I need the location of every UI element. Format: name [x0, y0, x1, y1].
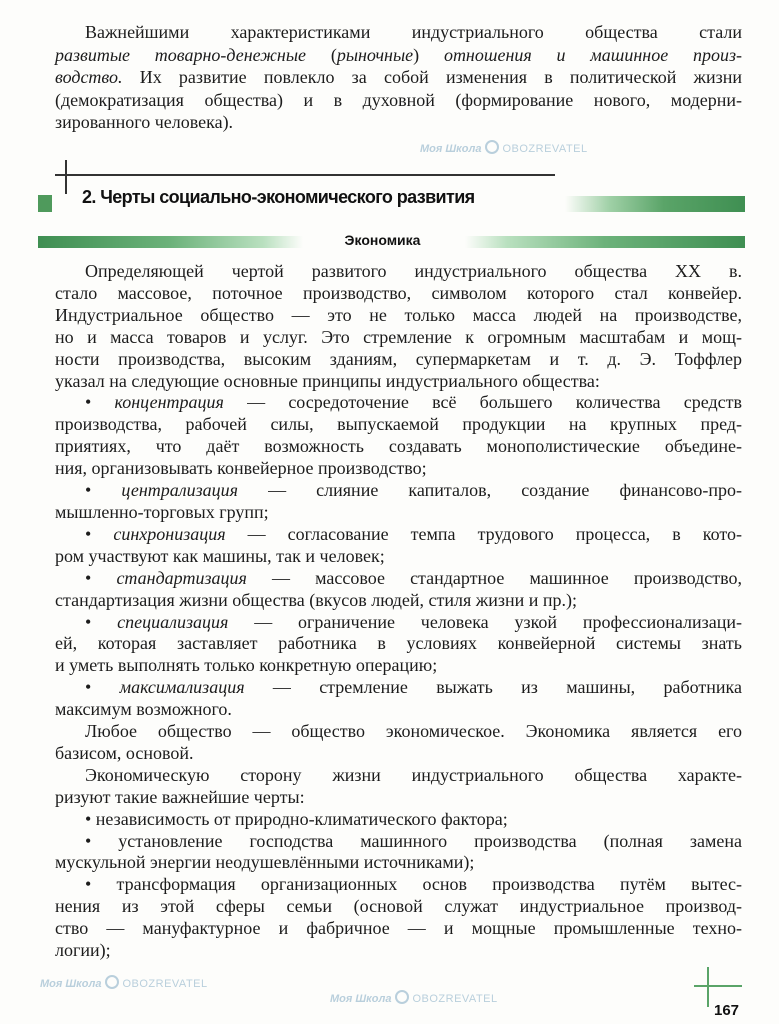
page-number-rule-horizontal [694, 985, 742, 987]
page-number-rule-vertical [707, 967, 709, 1007]
italic-term: синхронизация [113, 523, 226, 544]
text-segment: ( [306, 44, 337, 65]
subheading: Экономика [344, 232, 421, 248]
text-line [55, 831, 742, 853]
text-line [55, 896, 742, 918]
text-segment: • [85, 611, 118, 632]
text-segment: Их развитие повлекло за собой изменения в политической жизни [122, 67, 742, 88]
text-segment: • [85, 523, 114, 544]
text-line [55, 414, 742, 436]
text-line [55, 721, 742, 743]
italic-term: стандартизация [116, 567, 247, 588]
watermark-brand: OBOZREVATEL [395, 993, 497, 1005]
text-segment: — сосредоточение всё большего количества средств [223, 392, 743, 413]
text-segment: • [85, 392, 115, 413]
text-segment: • установление господства машинного производства (полная замена [85, 830, 742, 851]
text-segment: — стремление выжать из машины, работника [244, 677, 742, 698]
text-line [55, 327, 742, 349]
text-line [55, 590, 742, 612]
text-segment: ей, которая заставляет работника в условиях конвейерной системы знать [55, 633, 742, 654]
watermark-school: Моя Школа [40, 978, 102, 990]
watermark-school: Моя Школа [420, 143, 482, 155]
italic-term: концентрация [114, 392, 224, 413]
text-segment: стало массовое, поточное производство, символом которого стал конвейер. [55, 282, 742, 303]
text-segment: логии); [55, 940, 111, 961]
text-segment: Экономическую сторону жизни индустриального общества характе- [85, 764, 742, 785]
page-number: 167 [714, 1002, 740, 1019]
watermark-brand: OBOZREVATEL [485, 143, 587, 155]
text-line [55, 787, 742, 809]
text-segment: указал на следующие основные принципы индустриального общества: [55, 370, 600, 391]
text-segment: Важнейшими характеристиками индустриального общества стали [85, 22, 742, 42]
italic-term: рыночные [336, 44, 414, 65]
text-segment: • [85, 480, 122, 501]
watermark-brand: OBOZREVATEL [105, 978, 207, 990]
text-segment: но и масса товаров и услуг. Это стремление к огромным масштабам и мощ- [55, 326, 742, 347]
subheading-bar-left [38, 236, 303, 248]
text-line [55, 633, 742, 655]
text-line [55, 371, 742, 393]
text-segment: Индустриальное общество — это не только масса людей на производстве, [55, 304, 742, 325]
text-line [55, 261, 742, 283]
text-line [55, 546, 742, 568]
text-line [55, 918, 742, 940]
section-heading-bar [565, 196, 745, 212]
section-rule-tick [65, 160, 67, 194]
section-rule [55, 174, 555, 176]
section-marker [38, 195, 52, 212]
text-segment: • [85, 567, 117, 588]
text-segment: (демократизация общества) и в духовной (формирование нового, модерни- [55, 89, 742, 110]
text-segment: мускульной энергии неодушевлёнными источниками); [55, 852, 475, 873]
text-segment: ния, организовывать конвейерное производство; [55, 458, 427, 479]
text-segment: — согласование темпа трудового процесса, в кото- [225, 523, 742, 544]
watermark [330, 990, 498, 1005]
text-line [55, 699, 742, 721]
text-line [55, 66, 742, 89]
italic-term: максимализация [119, 677, 245, 698]
text-line [55, 524, 742, 546]
text-line [55, 677, 742, 699]
text-segment: мышленно-торговых групп; [55, 501, 269, 522]
section-heading: 2. Черты социально-экономического развития [82, 187, 475, 207]
text-segment: ство — мануфактурное и фабричное — и мощные промышленные техно- [55, 918, 742, 939]
text-line [55, 89, 742, 112]
text-line [55, 480, 742, 502]
body-text [55, 261, 742, 962]
text-line [55, 612, 742, 634]
italic-term: водство. [55, 67, 123, 88]
text-segment: ности производства, высоким зданиям, супермаркетам и т. д. Э. Тоффлер [55, 348, 742, 369]
text-segment: зированного человека). [55, 112, 234, 133]
text-segment: Любое общество — общество экономическое. Экономика является его [85, 721, 742, 742]
watermark-school: Моя Школа [330, 993, 392, 1005]
italic-term: централизация [121, 480, 238, 501]
text-line [55, 568, 742, 590]
text-line [55, 305, 742, 327]
watermark [40, 975, 208, 990]
text-line [55, 743, 742, 765]
text-segment: нения из этой сферы семьи (основой служат индустриальное производ- [55, 896, 742, 917]
text-segment: • независимость от природно-климатического фактора; [85, 808, 508, 829]
text-line [55, 44, 742, 67]
text-line [55, 874, 742, 896]
text-line [55, 655, 742, 677]
text-segment: • трансформация организационных основ производства путём вытес- [85, 874, 742, 895]
text-line [55, 111, 742, 134]
text-segment: базисом, основой. [55, 742, 194, 763]
text-line [55, 392, 742, 414]
text-segment: и уметь выполнять только конкретную операцию; [55, 655, 438, 676]
text-segment: приятиях, что даёт возможность создавать монополистические объедине- [55, 436, 742, 457]
watermark [420, 140, 588, 155]
text-segment: производства, рабочей силы, выпускаемой продукции на крупных пред- [55, 414, 742, 435]
text-segment: ризуют такие важнейшие черты: [55, 786, 305, 807]
text-line [55, 502, 742, 524]
intro-paragraph [55, 21, 742, 134]
italic-term: развитые товарно-денежные [55, 44, 307, 65]
text-segment: — массовое стандартное машинное производство, [246, 567, 742, 588]
text-segment: • [85, 677, 120, 698]
text-line [55, 21, 742, 44]
text-line [55, 940, 742, 962]
text-segment: Определяющей чертой развитого индустриального общества XX в. [85, 261, 742, 281]
text-line [55, 765, 742, 787]
text-line [55, 349, 742, 371]
text-segment: — слияние капиталов, создание финансово-про- [238, 480, 742, 501]
text-line [55, 809, 742, 831]
text-line [55, 458, 742, 480]
text-line [55, 852, 742, 874]
text-segment: стандартизация жизни общества (вкусов людей, стиля жизни и пр.); [55, 589, 577, 610]
text-line [55, 283, 742, 305]
subheading-bar-right [465, 236, 745, 248]
italic-term: отношения и машинное произ- [443, 44, 742, 65]
text-segment: ) [413, 44, 444, 65]
text-segment: максимум возможного. [55, 699, 232, 720]
text-line [55, 436, 742, 458]
text-segment: — ограничение человека узкой профессионализаци- [228, 611, 742, 632]
text-segment: ром участвуют как машины, так и человек; [55, 545, 385, 566]
italic-term: специализация [117, 611, 229, 632]
